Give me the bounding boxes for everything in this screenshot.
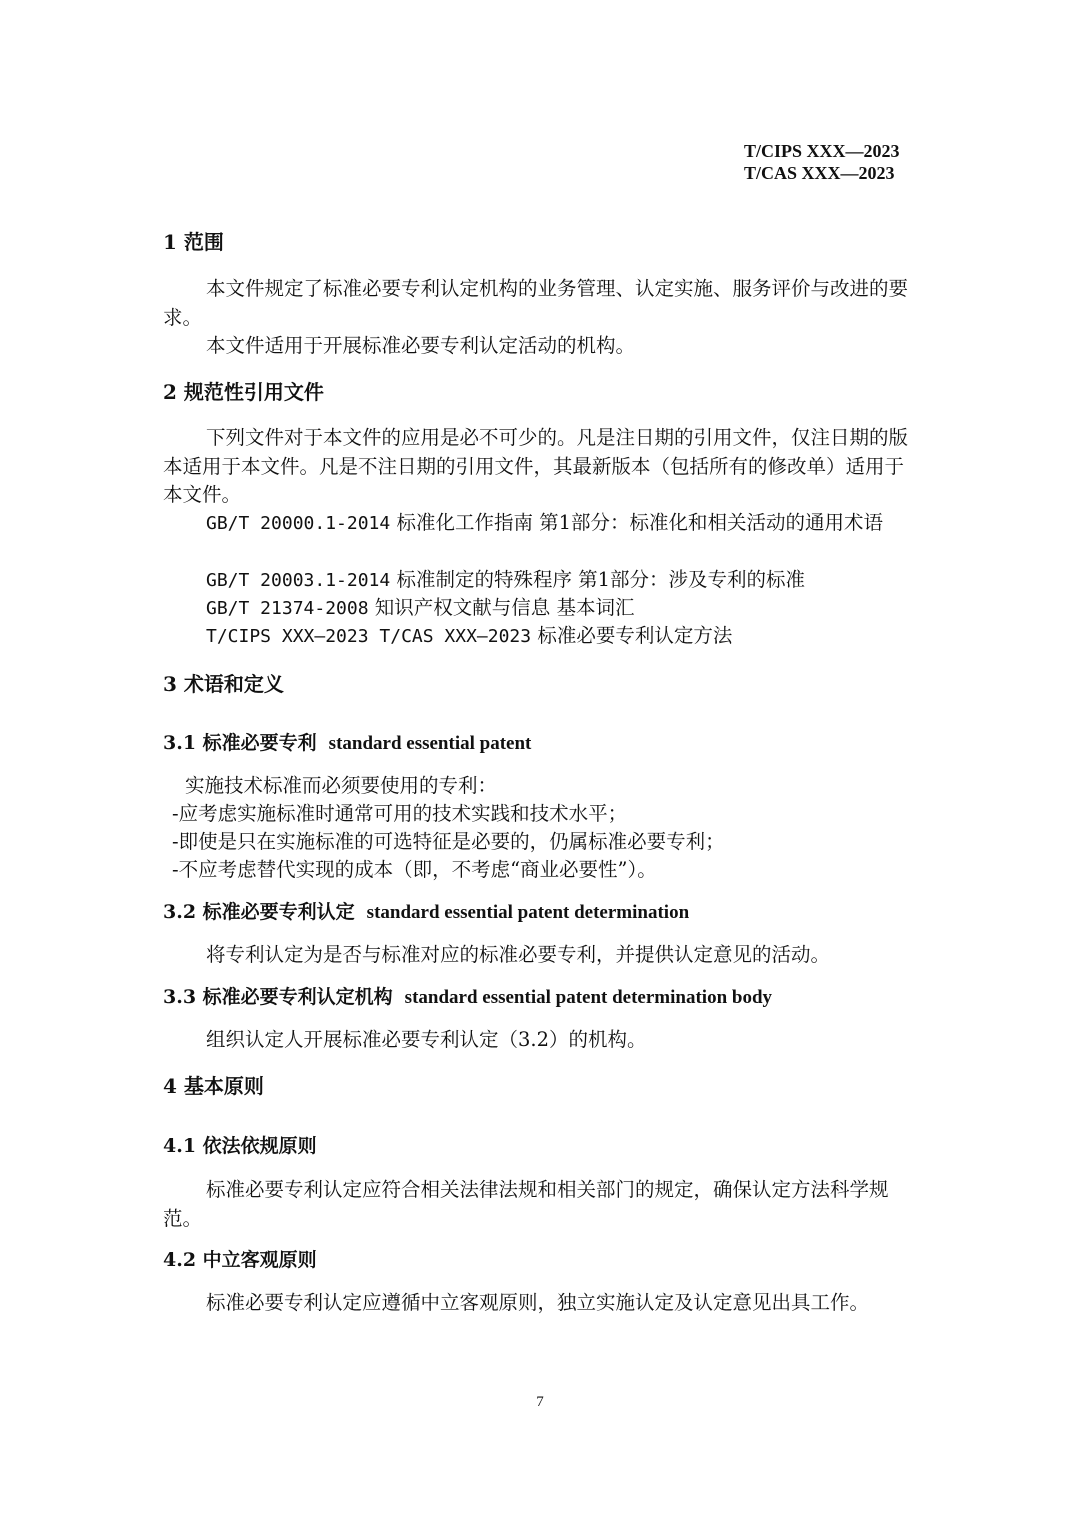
- reference-title: 标准必要专利认定方法: [537, 624, 733, 647]
- subsection-4-2-paragraph: 标准必要专利认定应遵循中立客观原则，独立实施认定及认定意见出具工作。: [206, 1291, 870, 1314]
- term-3-3-heading: [163, 983, 772, 1012]
- reference-title: 标准制定的特殊程序 第1部分：涉及专利的标准: [396, 568, 806, 591]
- reference-code: GB/T 21374-2008: [206, 598, 369, 619]
- normative-reference-4: [163, 622, 923, 652]
- term-3-1-number-cn: 3.1 标准必要专利: [163, 732, 317, 754]
- normative-reference-3: [163, 594, 923, 624]
- section-3-heading: 3 术语和定义: [163, 672, 284, 696]
- section-4-heading: 4 基本原则: [163, 1074, 264, 1098]
- term-3-3-number-cn: 3.3 标准必要专利认定机构: [163, 986, 393, 1008]
- section-1-paragraph-2: 本文件适用于开展标准必要专利认定活动的机构。: [206, 334, 636, 357]
- term-3-3-english: standard essential patent determination body: [404, 987, 773, 1008]
- term-3-2-english: standard essential patent determination: [366, 902, 690, 923]
- term-3-2-definition: 将专利认定为是否与标准对应的标准必要专利，并提供认定意见的活动。: [206, 943, 831, 966]
- standard-code-cips: T/CIPS XXX—2023: [744, 141, 900, 161]
- reference-code: GB/T 20003.1-2014: [206, 570, 391, 591]
- section-2-heading: 2 规范性引用文件: [163, 380, 324, 404]
- term-3-2-number-cn: 3.2 标准必要专利认定: [163, 901, 355, 923]
- term-3-1-note-3: -不应考虑替代实现的成本（即，不考虑“商业必要性”）。: [172, 858, 657, 881]
- reference-title: 知识产权文献与信息 基本词汇: [374, 596, 635, 619]
- term-3-2-heading: [163, 898, 689, 927]
- section-1-heading: 1 范围: [163, 230, 224, 254]
- term-3-1-definition: 实施技术标准而必须要使用的专利：: [185, 774, 498, 797]
- term-3-3-definition: 组织认定人开展标准必要专利认定（3.2）的机构。: [206, 1028, 647, 1051]
- term-3-1-note-1: -应考虑实施标准时通常可用的技术实践和技术水平；: [172, 802, 628, 825]
- standard-code-cas: T/CAS XXX—2023: [744, 163, 895, 183]
- reference-code: T/CIPS XXX—2023 T/CAS XXX—2023: [206, 626, 532, 647]
- reference-title: 标准化工作指南 第1部分：标准化和相关活动的通用术语: [396, 511, 884, 534]
- term-3-1-english: standard essential patent: [328, 733, 532, 754]
- subsection-4-1-paragraph: 标准必要专利认定应符合相关法律法规和相关部门的规定，确保认定方法科学规范。: [163, 1178, 889, 1230]
- term-3-1-heading: [163, 729, 531, 758]
- reference-code: GB/T 20000.1-2014: [206, 513, 391, 534]
- subsection-4-1-heading: 4.1 依法依规原则: [163, 1135, 317, 1157]
- term-3-1-note-2: -即使是只在实施标准的可选特征是必要的，仍属标准必要专利；: [172, 830, 725, 853]
- subsection-4-2-heading: 4.2 中立客观原则: [163, 1249, 317, 1271]
- section-2-paragraph: 下列文件对于本文件的应用是必不可少的。凡是注日期的引用文件，仅注日期的版本适用于本文件。凡是不注日期的引用文件，其最新版本（包括所有的修改单）适用于本文件。: [163, 426, 909, 506]
- page-number: 7: [536, 1394, 544, 1410]
- normative-reference-2: [163, 566, 923, 596]
- normative-reference-1: [163, 509, 923, 539]
- section-1-paragraph-1: 本文件规定了标准必要专利认定机构的业务管理、认定实施、服务评价与改进的要求。: [163, 277, 909, 329]
